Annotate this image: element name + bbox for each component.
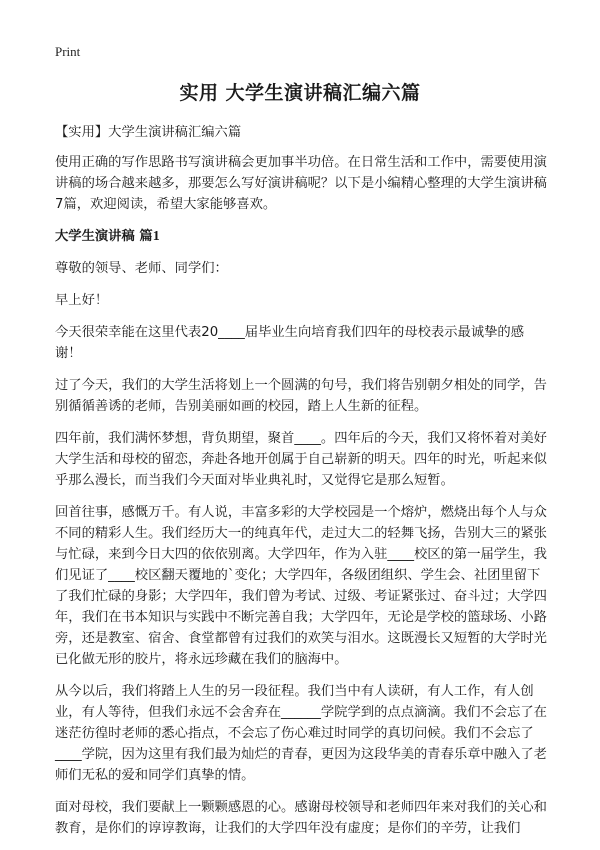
intro-paragraph: 使用正确的写作思路书写演讲稿会更加事半功倍。在日常生活和工作中，需要使用演讲稿的场合越来越多，那要怎么写好演讲稿呢？以下是小编精心整理的大学生演讲稿7篇，欢迎阅读，希望大家能够喜欢。 bbox=[55, 155, 547, 212]
print-label: Print bbox=[55, 44, 81, 59]
paragraph-3: 四年前，我们满怀梦想，背负期望，聚首____。四年后的今天，我们又将怀着对美好大学生活和母校的留恋，奔赴各地开创属于自己崭新的明天。四年的时光，听起来似乎那么漫长，而当我们今天面对毕业典礼时，又觉得它是那么短暂。 bbox=[55, 431, 547, 488]
paragraph-1: 今天很荣幸能在这里代表20____届毕业生向培育我们四年的母校表示最诚挚的感谢！ bbox=[55, 325, 525, 361]
paragraph-salutation: 尊敬的领导、老师、同学们： bbox=[55, 261, 228, 276]
document-body bbox=[55, 122, 549, 850]
paragraph-5: 从今以后，我们将踏上人生的另一段征程。我们当中有人读研，有人工作，有人创业，有人等待，但我们永远不会舍弃在______学院学到的点点滴滴。我们不会忘了在迷茫彷徨时老师的悉心指点，不会忘了伤心难过时同学的真切问候。我们不会忘了____学院，因为这里有我们最为灿烂的青春，更因为这段华美的青春乐章中融入了老师们无私的爱和同学们真挚的情。 bbox=[55, 684, 547, 783]
paragraph-2: 过了今天，我们的大学生活将划上一个圆满的句号，我们将告别朝夕相处的同学，告别循循善诱的老师，告别美丽如画的校园，踏上人生新的征程。 bbox=[55, 378, 547, 414]
paragraph-6: 面对母校，我们要献上一颗颗感恩的心。感谢母校领导和老师四年来对我们的关心和教育，是你们的谆谆教诲，让我们的大学四年没有虚度；是你们的辛劳，让我们 bbox=[55, 800, 547, 836]
paragraph-4: 回首往事，感慨万千。有人说，丰富多彩的大学校园是一个熔炉，燃烧出每个人与众不同的精彩人生。我们经历大一的纯真年代，走过大二的轻舞飞扬，告别大三的紧张与忙碌，来到今日大四的依依别离。大学四年，作为入驻____校区的第一届学生，我们见证了____校区翻天覆地的`变化；大学四年，各级团组织、学生会、社团里留下了我们忙碌的身影；大学四年，我们曾为考试、过级、考证紧张过、奋斗过；大学四年，我们在书本知识与实践中不断完善自我；大学四年，无论是学校的篮球场、小路旁，还是教室、宿舍、食堂都曾有过我们的欢笑与泪水。这既漫长又短暂的大学时光已化做无形的胶片，将永远珍藏在我们的脑海中。 bbox=[55, 505, 547, 667]
section-heading bbox=[55, 226, 549, 247]
section-heading-number: 1 bbox=[152, 229, 160, 244]
tag-line: 【实用】大学生演讲稿汇编六篇 bbox=[55, 125, 242, 140]
section-heading-text: 大学生演讲稿 篇 bbox=[55, 229, 153, 244]
paragraph-greeting: 早上好！ bbox=[55, 293, 109, 308]
document-title: 实用 大学生演讲稿汇编六篇 bbox=[179, 82, 421, 104]
